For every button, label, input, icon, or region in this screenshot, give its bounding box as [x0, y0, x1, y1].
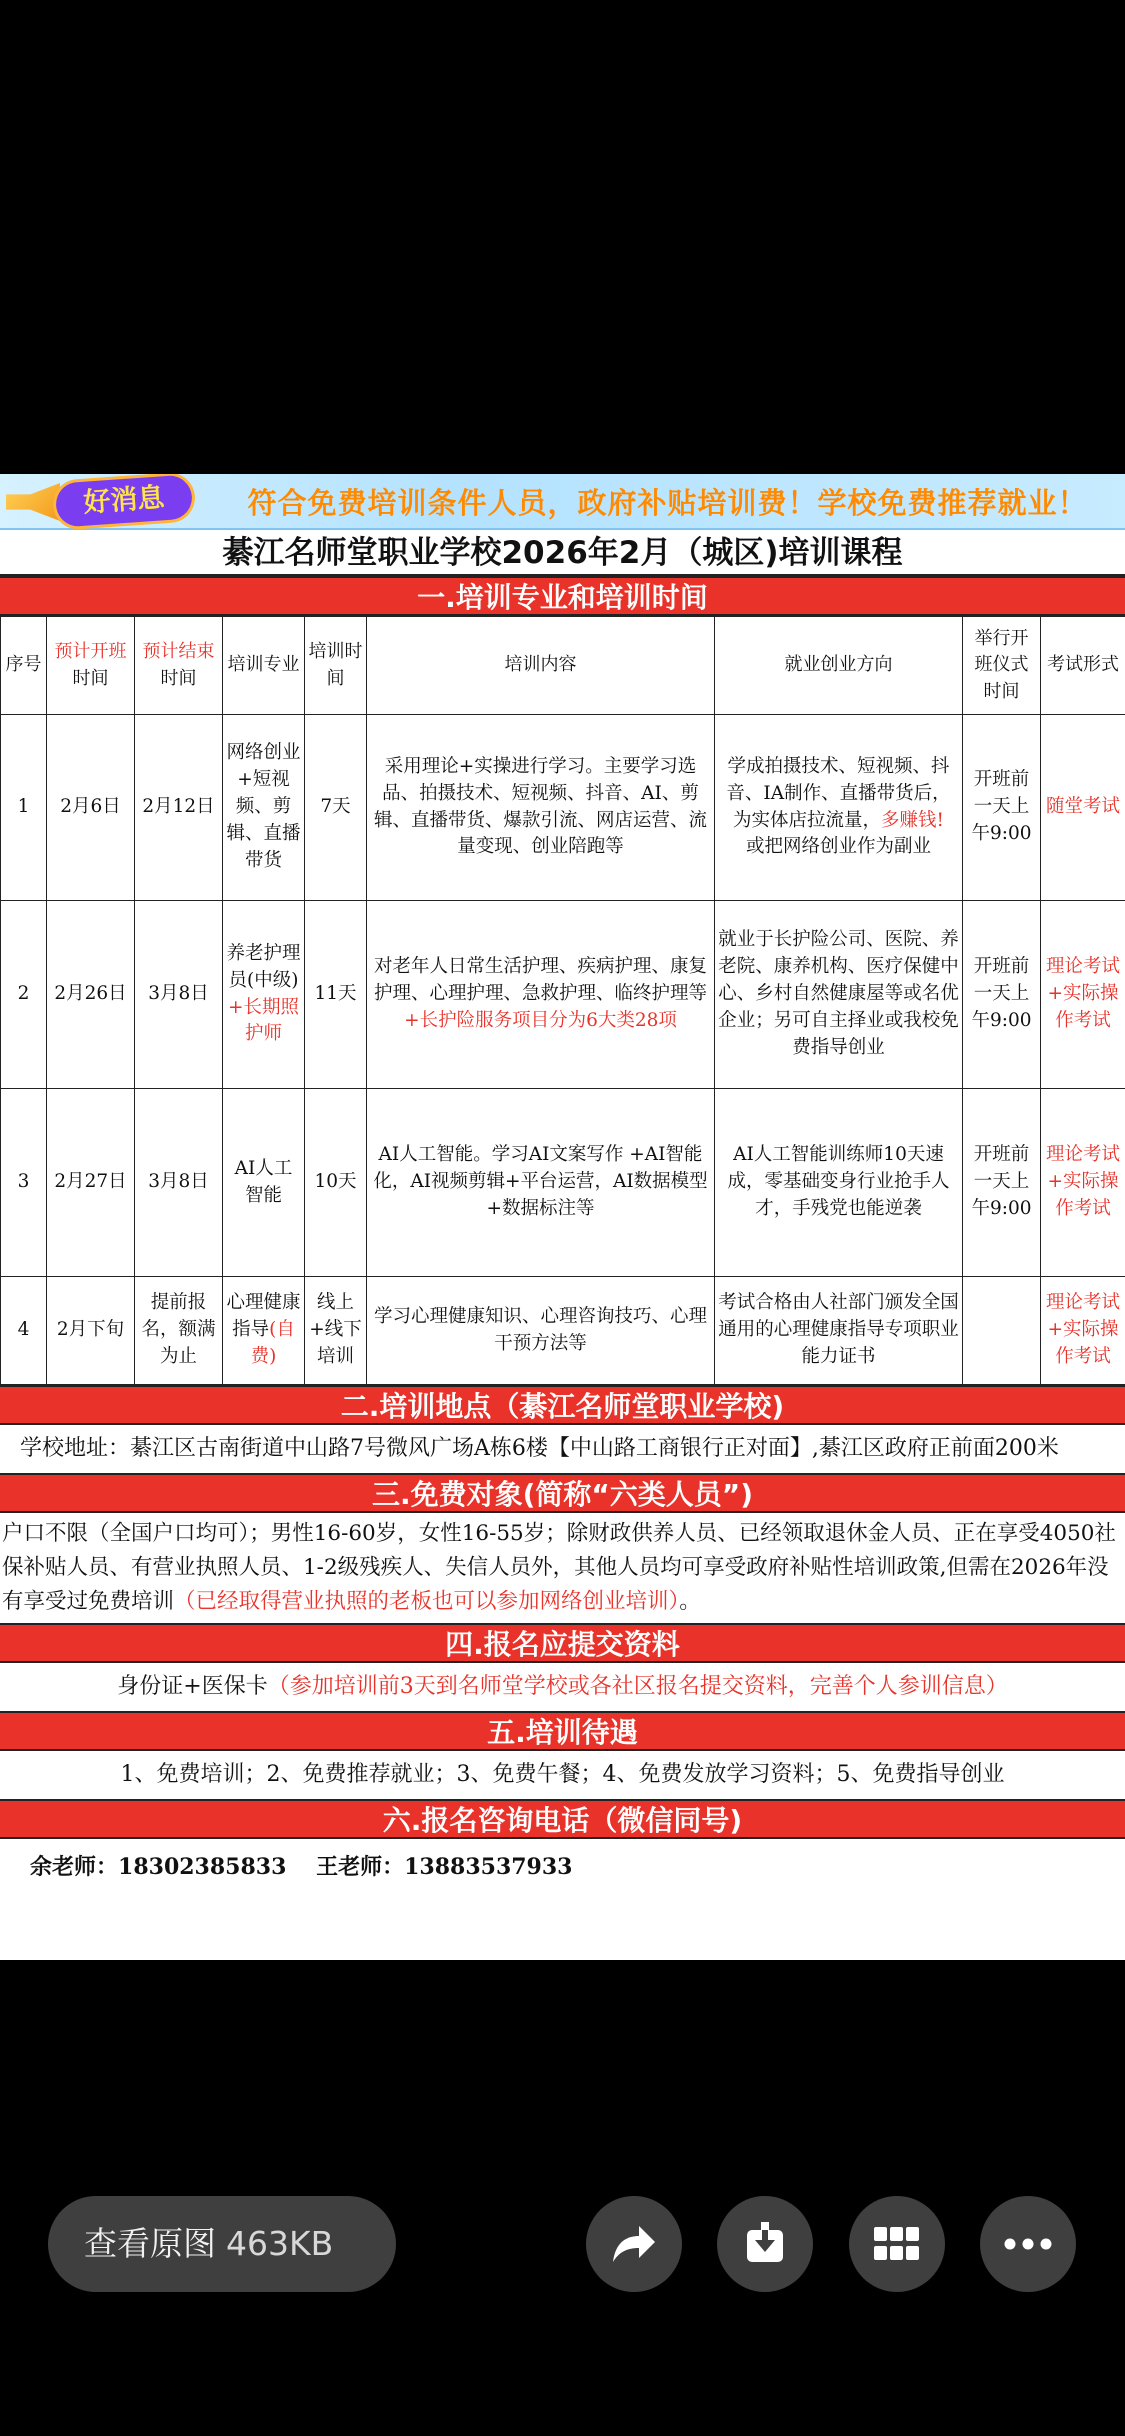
cell-duration: 线上+线下培训	[305, 1277, 367, 1385]
cell-start: 2月6日	[47, 715, 135, 901]
contact-item: 余老师：18302385833	[30, 1854, 287, 1880]
cell-major: AI人工智能	[223, 1089, 305, 1277]
section-5-heading: 五.培训待遇	[0, 1711, 1125, 1751]
cell-content: 采用理论+实操进行学习。主要学习选品、拍摄技术、短视频、抖音、AI、剪辑、直播带货、爆款引流、网店运营、流量变现、创业陪跑等	[367, 715, 715, 901]
cell-exam: 随堂考试	[1041, 715, 1125, 901]
cell-ceremony: 开班前一天上午9:00	[963, 715, 1041, 901]
contact-item: 王老师：13883537933	[316, 1854, 573, 1880]
header-start: 预计开班 时间	[47, 617, 135, 715]
download-button[interactable]	[717, 2196, 813, 2292]
school-address: 学校地址：綦江区古南街道中山路7号微风广场A栋6楼【中山路工商银行正对面】,綦江区政府正前面200米	[0, 1425, 1125, 1473]
cell-content: AI人工智能。学习AI文案写作 +AI智能化，AI视频剪辑+平台运营，AI数据模型+数据标注等	[367, 1089, 715, 1277]
cell-career: 学成拍摄技术、短视频、抖音、IA制作、直播带货后，为实体店拉流量，多赚钱! 或把网络创业作为副业	[715, 715, 963, 901]
cell-duration: 10天	[305, 1089, 367, 1277]
table-header-row	[1, 617, 1125, 715]
cell-start: 2月下旬	[47, 1277, 135, 1385]
header-duration: 培训时间	[305, 617, 367, 715]
header-end: 预计结束 时间	[135, 617, 223, 715]
cell-duration: 11天	[305, 901, 367, 1089]
image-size: 463KB	[226, 2224, 334, 2263]
cell-no: 4	[1, 1277, 47, 1385]
poster-title: 綦江名师堂职业学校2026年2月（城区)培训课程	[0, 530, 1125, 576]
materials-text: 身份证+医保卡（参加培训前3天到名师堂学校或各社区报名提交资料，完善个人参训信息）	[0, 1663, 1125, 1711]
poster-image	[0, 474, 1125, 1960]
more-icon	[1004, 2238, 1052, 2250]
cell-exam: 理论考试+实际操作考试	[1041, 1089, 1125, 1277]
benefits-text: 1、免费培训；2、免费推荐就业；3、免费午餐；4、免费发放学习资料；5、免费指导创业	[0, 1751, 1125, 1799]
cell-ceremony	[963, 1277, 1041, 1385]
good-news-banner	[0, 474, 1125, 530]
cell-end: 提前报名，额满为止	[135, 1277, 223, 1385]
cell-major: 心理健康指导(自费)	[223, 1277, 305, 1385]
cell-career: AI人工智能训练师10天速成，零基础变身行业抢手人才，手残党也能逆袭	[715, 1089, 963, 1277]
cell-start: 2月27日	[47, 1089, 135, 1277]
badge-label: 好消息	[55, 474, 194, 527]
cell-end: 2月12日	[135, 715, 223, 901]
cell-no: 1	[1, 715, 47, 901]
table-row	[1, 901, 1125, 1089]
header-content: 培训内容	[367, 617, 715, 715]
cell-content: 对老年人日常生活护理、疾病护理、康复护理、心理护理、急救护理、临终护理等+长护险服务项目分为6大类28项	[367, 901, 715, 1089]
section-3-heading: 三.免费对象(简称“六类人员”)	[0, 1473, 1125, 1513]
course-table	[0, 616, 1125, 1385]
share-button[interactable]	[586, 2196, 682, 2292]
grid-button[interactable]	[849, 2196, 945, 2292]
cell-duration: 7天	[305, 715, 367, 901]
cell-exam: 理论考试+实际操作考试	[1041, 1277, 1125, 1385]
good-news-badge	[0, 474, 210, 529]
section-6-heading: 六.报名咨询电话（微信同号)	[0, 1799, 1125, 1839]
cell-end: 3月8日	[135, 901, 223, 1089]
header-exam: 考试形式	[1041, 617, 1125, 715]
image-viewer-toolbar	[0, 2196, 1125, 2300]
view-original-button[interactable]	[48, 2196, 396, 2292]
table-row	[1, 1277, 1125, 1385]
cell-exam: 理论考试+实际操作考试	[1041, 901, 1125, 1089]
cell-career: 考试合格由人社部门颁发全国通用的心理健康指导专项职业能力证书	[715, 1277, 963, 1385]
section-1-heading: 一.培训专业和培训时间	[0, 576, 1125, 616]
eligibility-text: 户口不限（全国户口均可）；男性16-60岁，女性16-55岁；除财政供养人员、已经领取退休金人员、正在享受4050社保补贴人员、有营业执照人员、1-2级残疾人、失信人员外，其他人员均可享受政府补贴性培训政策,但需在2026年没有享受过免费培训（已经取得营业执照的老板也可以参加网络创业培训）。	[0, 1513, 1125, 1623]
table-row	[1, 715, 1125, 901]
cell-career: 就业于长护险公司、医院、养老院、康养机构、医疗保健中心、乡村自然健康屋等或名优企业；另可自主择业或我校免费指导创业	[715, 901, 963, 1089]
cell-no: 3	[1, 1089, 47, 1277]
header-major: 培训专业	[223, 617, 305, 715]
section-2-heading: 二.培训地点（綦江名师堂职业学校)	[0, 1385, 1125, 1425]
header-no: 序号	[1, 617, 47, 715]
contact-list	[0, 1839, 1125, 1895]
cell-ceremony: 开班前一天上午9:00	[963, 901, 1041, 1089]
download-icon	[743, 2222, 787, 2266]
view-original-label: 查看原图	[84, 2224, 216, 2263]
more-button[interactable]	[980, 2196, 1076, 2292]
table-row	[1, 1089, 1125, 1277]
megaphone-icon	[6, 483, 60, 521]
cell-major: 养老护理员(中级)+长期照护师	[223, 901, 305, 1089]
banner-slogan: 符合免费培训条件人员，政府补贴培训费！学校免费推荐就业！	[247, 485, 1088, 520]
header-ceremony: 举行开班仪式时间	[963, 617, 1041, 715]
cell-content: 学习心理健康知识、心理咨询技巧、心理干预方法等	[367, 1277, 715, 1385]
section-4-heading: 四.报名应提交资料	[0, 1623, 1125, 1663]
share-icon	[611, 2224, 657, 2264]
cell-major: 网络创业+短视频、剪辑、直播带货	[223, 715, 305, 901]
grid-icon	[874, 2227, 920, 2261]
header-career: 就业创业方向	[715, 617, 963, 715]
cell-ceremony: 开班前一天上午9:00	[963, 1089, 1041, 1277]
cell-end: 3月8日	[135, 1089, 223, 1277]
cell-no: 2	[1, 901, 47, 1089]
cell-start: 2月26日	[47, 901, 135, 1089]
